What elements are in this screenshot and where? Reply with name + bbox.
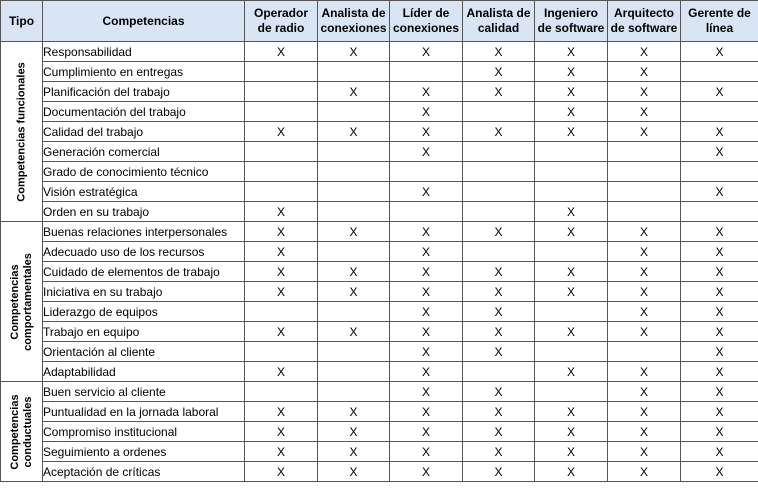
- mark-cell: X: [681, 362, 758, 382]
- competency-group-label: [15, 62, 28, 201]
- mark-cell: X: [390, 282, 463, 302]
- table-row: [1, 122, 758, 142]
- mark-cell: X: [390, 402, 463, 422]
- mark-cell: X: [318, 282, 390, 302]
- mark-cell: [318, 362, 390, 382]
- mark-cell: X: [245, 282, 318, 302]
- mark-cell: X: [390, 462, 463, 482]
- competency-name: Seguimiento a ordenes: [43, 442, 245, 462]
- mark-cell: X: [390, 302, 463, 322]
- mark-cell: X: [681, 262, 758, 282]
- role-label-line1: Arquitecto: [614, 6, 674, 20]
- competency-name: Grado de conocimiento técnico: [43, 162, 245, 182]
- mark-cell: X: [245, 242, 318, 262]
- mark-cell: [463, 102, 535, 122]
- role-label-line2: de software: [537, 21, 605, 35]
- competency-group-label: [9, 253, 35, 351]
- mark-cell: [318, 162, 390, 182]
- mark-cell: [681, 202, 758, 222]
- mark-cell: X: [681, 42, 758, 62]
- mark-cell: X: [390, 322, 463, 342]
- mark-cell: X: [535, 42, 608, 62]
- competency-group-cell: [1, 222, 43, 382]
- mark-cell: X: [535, 462, 608, 482]
- table-row: [1, 422, 758, 442]
- mark-cell: X: [535, 122, 608, 142]
- mark-cell: [390, 62, 463, 82]
- mark-cell: [318, 382, 390, 402]
- role-label-line1: Ingeniero: [543, 6, 598, 20]
- role-label-line2: conexiones: [392, 21, 460, 35]
- mark-cell: X: [245, 462, 318, 482]
- mark-cell: X: [245, 42, 318, 62]
- table-row: [1, 442, 758, 462]
- role-label-line1: Operador: [253, 6, 308, 20]
- mark-cell: X: [390, 222, 463, 242]
- competency-name: Orientación al cliente: [43, 342, 245, 362]
- mark-cell: X: [245, 262, 318, 282]
- table-row: [1, 322, 758, 342]
- table-row: [1, 302, 758, 322]
- mark-cell: X: [535, 222, 608, 242]
- mark-cell: X: [245, 322, 318, 342]
- competency-group-cell: [1, 382, 43, 482]
- mark-cell: X: [608, 282, 681, 302]
- mark-cell: X: [535, 362, 608, 382]
- mark-cell: [318, 202, 390, 222]
- header-row: [1, 1, 758, 42]
- mark-cell: X: [318, 82, 390, 102]
- competency-name: Generación comercial: [43, 142, 245, 162]
- mark-cell: [463, 182, 535, 202]
- competency-name: Iniciativa en su trabajo: [43, 282, 245, 302]
- group-label-line1: Competencias: [8, 263, 21, 340]
- mark-cell: X: [463, 62, 535, 82]
- table-row: [1, 342, 758, 362]
- mark-cell: [535, 162, 608, 182]
- mark-cell: [245, 162, 318, 182]
- mark-cell: [681, 162, 758, 182]
- competency-name: Responsabilidad: [43, 42, 245, 62]
- mark-cell: X: [608, 442, 681, 462]
- mark-cell: X: [535, 402, 608, 422]
- competency-name: Compromiso institucional: [43, 422, 245, 442]
- mark-cell: X: [390, 442, 463, 462]
- mark-cell: X: [245, 422, 318, 442]
- mark-cell: X: [390, 262, 463, 282]
- table-row: [1, 462, 758, 482]
- mark-cell: X: [681, 182, 758, 202]
- mark-cell: X: [535, 422, 608, 442]
- role-label-line2: calidad: [477, 21, 520, 35]
- mark-cell: [245, 142, 318, 162]
- mark-cell: [318, 242, 390, 262]
- mark-cell: X: [608, 62, 681, 82]
- competency-name: Trabajo en equipo: [43, 322, 245, 342]
- header-role-arquitecto-software: [608, 1, 681, 42]
- mark-cell: X: [463, 462, 535, 482]
- competency-name: Cumplimiento en entregas: [43, 62, 245, 82]
- mark-cell: X: [390, 382, 463, 402]
- mark-cell: [535, 242, 608, 262]
- mark-cell: [245, 82, 318, 102]
- mark-cell: X: [390, 42, 463, 62]
- mark-cell: X: [318, 402, 390, 422]
- header-role-operador-radio: [245, 1, 318, 42]
- role-label-line2: línea: [705, 21, 734, 35]
- mark-cell: [463, 242, 535, 262]
- mark-cell: X: [463, 422, 535, 442]
- mark-cell: X: [681, 342, 758, 362]
- mark-cell: X: [463, 342, 535, 362]
- group-label-line2: conductuales: [21, 396, 34, 467]
- table-row: [1, 62, 758, 82]
- mark-cell: X: [390, 422, 463, 442]
- header-role-ingeniero-software: [535, 1, 608, 42]
- role-label-line1: Líder de: [402, 6, 450, 20]
- group-label-line1: Competencias: [8, 393, 21, 470]
- mark-cell: [245, 102, 318, 122]
- mark-cell: X: [318, 262, 390, 282]
- competency-name: Visión estratégica: [43, 182, 245, 202]
- competency-name: Planificación del trabajo: [43, 82, 245, 102]
- table-row: [1, 142, 758, 162]
- mark-cell: [318, 182, 390, 202]
- table-row: [1, 102, 758, 122]
- competency-name: Calidad del trabajo: [43, 122, 245, 142]
- mark-cell: [608, 182, 681, 202]
- mark-cell: X: [681, 242, 758, 262]
- table-row: [1, 82, 758, 102]
- mark-cell: [608, 162, 681, 182]
- mark-cell: [463, 142, 535, 162]
- mark-cell: X: [463, 382, 535, 402]
- role-label-line1: Analista de: [321, 6, 386, 20]
- mark-cell: X: [535, 262, 608, 282]
- mark-cell: X: [463, 262, 535, 282]
- table-row: [1, 402, 758, 422]
- mark-cell: X: [318, 42, 390, 62]
- role-label-line2: de radio: [257, 21, 305, 35]
- header-competencias: Competencias: [43, 1, 245, 42]
- table-row: [1, 282, 758, 302]
- mark-cell: X: [245, 122, 318, 142]
- mark-cell: X: [463, 122, 535, 142]
- mark-cell: X: [318, 422, 390, 442]
- group-label-line1: Competencias funcionales: [15, 61, 27, 202]
- mark-cell: X: [245, 362, 318, 382]
- mark-cell: X: [390, 142, 463, 162]
- mark-cell: [318, 62, 390, 82]
- mark-cell: X: [608, 102, 681, 122]
- mark-cell: X: [390, 82, 463, 102]
- mark-cell: X: [318, 322, 390, 342]
- mark-cell: X: [681, 442, 758, 462]
- table-row: [1, 242, 758, 262]
- competency-name: Aceptación de críticas: [43, 462, 245, 482]
- mark-cell: X: [681, 322, 758, 342]
- mark-cell: [681, 102, 758, 122]
- role-label-line1: Gerente de: [688, 6, 751, 20]
- mark-cell: [245, 62, 318, 82]
- mark-cell: X: [463, 302, 535, 322]
- mark-cell: [463, 362, 535, 382]
- mark-cell: X: [608, 222, 681, 242]
- mark-cell: X: [608, 82, 681, 102]
- table-row: [1, 42, 758, 62]
- competency-name: Adecuado uso de los recursos: [43, 242, 245, 262]
- table-body: [1, 42, 758, 482]
- mark-cell: X: [535, 442, 608, 462]
- mark-cell: X: [245, 202, 318, 222]
- group-label-line2: comportamentales: [21, 252, 34, 351]
- mark-cell: X: [318, 222, 390, 242]
- competency-name: Buen servicio al cliente: [43, 382, 245, 402]
- header-role-analista-calidad: [463, 1, 535, 42]
- competency-name: Orden en su trabajo: [43, 202, 245, 222]
- mark-cell: X: [681, 422, 758, 442]
- mark-cell: [245, 302, 318, 322]
- mark-cell: X: [390, 182, 463, 202]
- mark-cell: X: [608, 262, 681, 282]
- mark-cell: X: [681, 82, 758, 102]
- mark-cell: [608, 202, 681, 222]
- mark-cell: X: [390, 102, 463, 122]
- competency-name: Documentación del trabajo: [43, 102, 245, 122]
- mark-cell: [463, 202, 535, 222]
- mark-cell: X: [681, 282, 758, 302]
- table-header: [1, 1, 758, 42]
- mark-cell: [318, 342, 390, 362]
- header-role-gerente-linea: [681, 1, 758, 42]
- mark-cell: X: [608, 402, 681, 422]
- mark-cell: X: [245, 442, 318, 462]
- mark-cell: [245, 182, 318, 202]
- mark-cell: X: [318, 442, 390, 462]
- competency-group-label: [9, 394, 35, 469]
- competency-name: Buenas relaciones interpersonales: [43, 222, 245, 242]
- mark-cell: X: [390, 242, 463, 262]
- mark-cell: [318, 102, 390, 122]
- role-label-line2: de software: [610, 21, 678, 35]
- mark-cell: X: [608, 422, 681, 442]
- mark-cell: [390, 202, 463, 222]
- mark-cell: [245, 382, 318, 402]
- mark-cell: X: [318, 122, 390, 142]
- mark-cell: [535, 182, 608, 202]
- mark-cell: [535, 342, 608, 362]
- mark-cell: X: [681, 402, 758, 422]
- role-label-line2: conexiones: [320, 21, 387, 35]
- mark-cell: X: [608, 122, 681, 142]
- table-row: [1, 382, 758, 402]
- mark-cell: X: [463, 322, 535, 342]
- mark-cell: X: [245, 402, 318, 422]
- mark-cell: [608, 342, 681, 362]
- table-row: [1, 222, 758, 242]
- mark-cell: X: [608, 302, 681, 322]
- mark-cell: [245, 342, 318, 362]
- table-row: [1, 362, 758, 382]
- table-row: [1, 162, 758, 182]
- mark-cell: X: [318, 462, 390, 482]
- mark-cell: X: [390, 122, 463, 142]
- competency-name: Adaptabilidad: [43, 362, 245, 382]
- mark-cell: X: [608, 42, 681, 62]
- table-row: [1, 262, 758, 282]
- mark-cell: X: [390, 362, 463, 382]
- mark-cell: [463, 162, 535, 182]
- mark-cell: X: [608, 382, 681, 402]
- mark-cell: [681, 62, 758, 82]
- mark-cell: X: [390, 342, 463, 362]
- mark-cell: X: [535, 62, 608, 82]
- mark-cell: [535, 302, 608, 322]
- mark-cell: X: [463, 82, 535, 102]
- mark-cell: X: [463, 42, 535, 62]
- mark-cell: [608, 142, 681, 162]
- mark-cell: X: [681, 302, 758, 322]
- mark-cell: [318, 302, 390, 322]
- mark-cell: X: [681, 142, 758, 162]
- header-role-lider-conexiones: [390, 1, 463, 42]
- mark-cell: X: [608, 362, 681, 382]
- mark-cell: X: [245, 222, 318, 242]
- competency-group-cell: [1, 42, 43, 222]
- mark-cell: X: [681, 382, 758, 402]
- competency-name: Liderazgo de equipos: [43, 302, 245, 322]
- header-tipo: Tipo: [1, 1, 43, 42]
- mark-cell: [535, 382, 608, 402]
- table-row: [1, 182, 758, 202]
- mark-cell: [318, 142, 390, 162]
- mark-cell: X: [463, 402, 535, 422]
- mark-cell: X: [535, 202, 608, 222]
- mark-cell: [390, 162, 463, 182]
- mark-cell: [535, 142, 608, 162]
- mark-cell: X: [608, 242, 681, 262]
- role-label-line1: Analista de: [466, 6, 531, 20]
- table-row: [1, 202, 758, 222]
- mark-cell: X: [608, 462, 681, 482]
- mark-cell: X: [681, 462, 758, 482]
- mark-cell: X: [463, 442, 535, 462]
- mark-cell: X: [463, 282, 535, 302]
- header-role-analista-conexiones: [318, 1, 390, 42]
- mark-cell: X: [681, 222, 758, 242]
- mark-cell: X: [535, 82, 608, 102]
- competency-name: Cuidado de elementos de trabajo: [43, 262, 245, 282]
- mark-cell: X: [463, 222, 535, 242]
- mark-cell: X: [681, 122, 758, 142]
- competency-name: Puntualidad en la jornada laboral: [43, 402, 245, 422]
- mark-cell: X: [535, 322, 608, 342]
- mark-cell: X: [535, 282, 608, 302]
- mark-cell: X: [535, 102, 608, 122]
- mark-cell: X: [608, 322, 681, 342]
